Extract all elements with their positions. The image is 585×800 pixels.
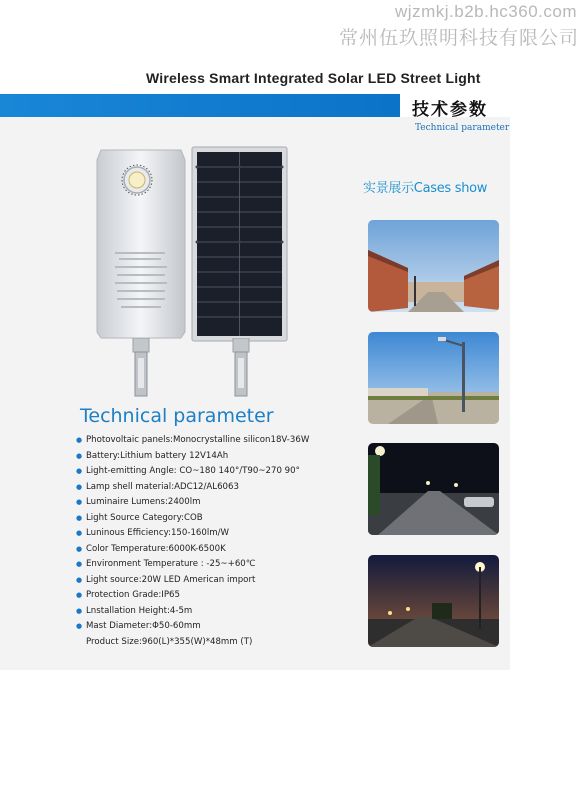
bullet-icon: ●	[76, 513, 83, 522]
spec-item	[76, 619, 376, 635]
spec-item	[76, 495, 376, 511]
spec-item	[76, 604, 376, 620]
spec-item	[76, 464, 376, 480]
bullet-icon: ●	[76, 544, 83, 553]
watermark-url: wjzmkj.b2b.hc360.com	[395, 2, 577, 21]
bullet-icon: ●	[76, 498, 83, 506]
spec-item	[76, 480, 376, 496]
case-photo-rural-road	[368, 332, 499, 424]
bullet-icon: ●	[76, 622, 83, 630]
spec-text: Light Source Category:COB	[86, 512, 203, 523]
bullet-icon: ●	[76, 606, 83, 615]
bullet-icon: ●	[76, 467, 83, 475]
page-title: Wireless Smart Integrated Solar LED Street Light	[146, 70, 481, 86]
spec-text: Lnstallation Height:4-5m	[86, 605, 193, 616]
spec-item	[76, 433, 376, 449]
tech-parameter-heading: Technical parameter	[80, 405, 274, 427]
spec-text: Environment Temperature : -25~+60℃	[86, 559, 256, 569]
spec-text: Mast Diameter:Φ50-60mm	[86, 621, 201, 631]
section-title-en: Technical parameter	[415, 123, 510, 133]
spec-text: Photovoltaic panels:Monocrystalline silicon18V-36W	[86, 435, 310, 445]
spec-text: Color Temperature:6000K-6500K	[86, 543, 226, 554]
spec-text: Lamp shell material:ADC12/AL6063	[86, 481, 239, 492]
spec-item	[76, 588, 376, 604]
bullet-icon: ●	[76, 436, 83, 444]
spec-item	[76, 526, 376, 542]
spec-list	[76, 433, 376, 650]
spec-item	[76, 635, 376, 651]
bullet-icon: ●	[76, 575, 83, 584]
spec-text: Protection Grade:IP65	[86, 590, 180, 600]
bullet-icon: ●	[76, 482, 83, 491]
spec-text: Light source:20W LED American import	[86, 574, 256, 585]
bullet-icon: ●	[76, 591, 83, 599]
led-lamp-head-image	[95, 146, 187, 342]
spec-item	[76, 449, 376, 465]
spec-text: Light-emitting Angle: CO~180 140°/T90~270 90°	[86, 466, 300, 476]
section-title-cn: 技术参数	[412, 100, 488, 120]
spec-text: Luninous Efficiency:150-160lm/W	[86, 528, 230, 538]
case-photo-road-dusk	[368, 555, 499, 647]
spec-item	[76, 511, 376, 527]
lamp-mount-bracket	[126, 338, 156, 398]
spec-text: Product Size:960(L)*355(W)*48mm (T)	[86, 636, 253, 647]
bullet-icon: ●	[76, 451, 83, 460]
spec-item	[76, 542, 376, 558]
bullet-icon: ●	[76, 529, 83, 537]
case-photo-residential-street	[368, 220, 499, 312]
watermark-company: 常州伍玖照明科技有限公司	[338, 27, 579, 49]
spec-text: Battery:Lithium battery 12V14Ah	[86, 450, 229, 461]
spec-item	[76, 573, 376, 589]
cases-show-title: 实景展示Cases show	[363, 181, 488, 196]
panel-mount-bracket	[226, 338, 256, 398]
solar-panel-image	[191, 146, 288, 342]
case-photo-street-night	[368, 443, 499, 535]
spec-item	[76, 557, 376, 573]
spec-text: Luminaire Lumens:2400lm	[86, 497, 201, 507]
bullet-icon: ●	[76, 560, 83, 568]
